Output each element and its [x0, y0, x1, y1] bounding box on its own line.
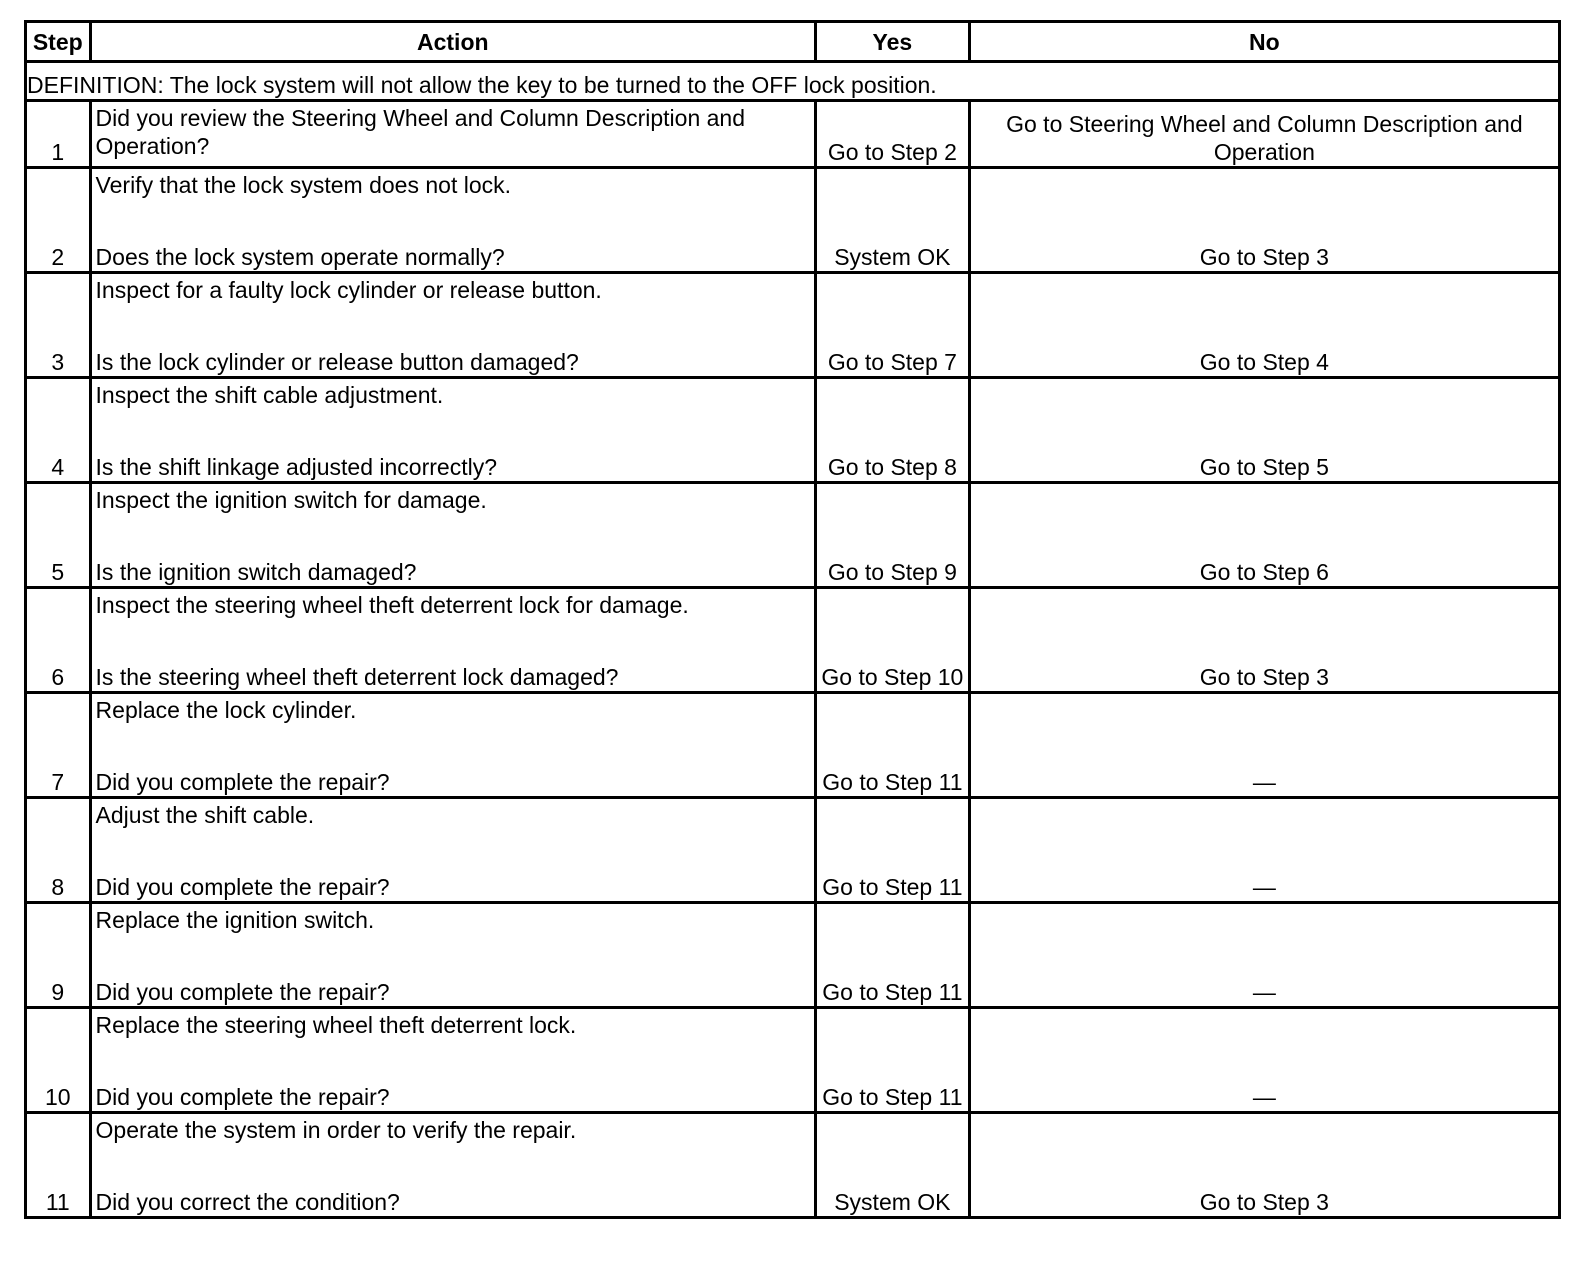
no-result: — [969, 903, 1559, 1008]
action-instruction: Operate the system in order to verify the repair. [95, 1117, 577, 1143]
yes-result: Go to Step 11 [816, 1008, 970, 1113]
action-instruction: Replace the steering wheel theft deterrent lock. [95, 1012, 577, 1038]
action-instruction: Inspect for a faulty lock cylinder or release button. [95, 277, 602, 303]
step-number: 7 [26, 693, 91, 798]
action-instruction: Replace the ignition switch. [95, 907, 375, 933]
definition-text: DEFINITION: The lock system will not allow the key to be turned to the OFF lock position. [26, 62, 1560, 101]
step-number: 6 [26, 588, 91, 693]
action-question: Did you complete the repair? [95, 1084, 390, 1110]
yes-result: Go to Step 11 [816, 903, 970, 1008]
table-row [26, 168, 1560, 273]
diagnostic-table [24, 20, 1561, 1219]
action-question: Is the steering wheel theft deterrent lock damaged? [95, 664, 619, 690]
action-question: Is the shift linkage adjusted incorrectly? [95, 454, 497, 480]
header-action: Action [90, 22, 815, 62]
action-question: Does the lock system operate normally? [95, 244, 505, 270]
yes-result: Go to Step 11 [816, 693, 970, 798]
table-row [26, 483, 1560, 588]
table-row [26, 798, 1560, 903]
no-result: Go to Step 3 [969, 588, 1559, 693]
no-result: Go to Step 3 [969, 168, 1559, 273]
action-cell [90, 168, 815, 273]
step-number: 2 [26, 168, 91, 273]
action-instruction: Inspect the shift cable adjustment. [95, 382, 444, 408]
table-row [26, 903, 1560, 1008]
action-cell [90, 903, 815, 1008]
table-row [26, 378, 1560, 483]
no-result: Go to Step 3 [969, 1113, 1559, 1218]
yes-result: Go to Step 11 [816, 798, 970, 903]
header-step: Step [26, 22, 91, 62]
no-result: — [969, 693, 1559, 798]
yes-result: System OK [816, 1113, 970, 1218]
action-cell [90, 798, 815, 903]
header-row [26, 22, 1560, 62]
table-row [26, 1008, 1560, 1113]
action-cell [90, 1113, 815, 1218]
action-instruction: Replace the lock cylinder. [95, 697, 357, 723]
step-number: 4 [26, 378, 91, 483]
definition-row [26, 62, 1560, 101]
no-result: — [969, 798, 1559, 903]
action-cell [90, 588, 815, 693]
no-result: Go to Step 5 [969, 378, 1559, 483]
action-question: Is the ignition switch damaged? [95, 559, 417, 585]
yes-result: Go to Step 9 [816, 483, 970, 588]
header-no: No [969, 22, 1559, 62]
step-number: 5 [26, 483, 91, 588]
yes-result: System OK [816, 168, 970, 273]
action-instruction: Inspect the steering wheel theft deterrent lock for damage. [95, 592, 689, 618]
action-instruction: Adjust the shift cable. [95, 802, 315, 828]
step-number: 11 [26, 1113, 91, 1218]
no-result: Go to Step 6 [969, 483, 1559, 588]
action-cell [90, 101, 815, 168]
step-number: 10 [26, 1008, 91, 1113]
action-cell [90, 1008, 815, 1113]
action-instruction: Inspect the ignition switch for damage. [95, 487, 487, 513]
yes-result: Go to Step 2 [816, 101, 970, 168]
action-question: Did you complete the repair? [95, 979, 390, 1005]
step-number: 8 [26, 798, 91, 903]
yes-result: Go to Step 7 [816, 273, 970, 378]
table-row [26, 588, 1560, 693]
header-yes: Yes [816, 22, 970, 62]
action-instruction: Verify that the lock system does not lock. [95, 172, 512, 198]
action-cell [90, 378, 815, 483]
no-result: — [969, 1008, 1559, 1113]
action-cell [90, 693, 815, 798]
table-row [26, 273, 1560, 378]
no-result: Go to Step 4 [969, 273, 1559, 378]
step-number: 1 [26, 101, 91, 168]
action-question: Did you complete the repair? [95, 874, 390, 900]
step-number: 9 [26, 903, 91, 1008]
table-row [26, 101, 1560, 168]
no-result: Go to Steering Wheel and Column Description and Operation [969, 101, 1559, 168]
table-row [26, 693, 1560, 798]
table-row [26, 1113, 1560, 1218]
action-question: Did you complete the repair? [95, 769, 390, 795]
action-instruction: Did you review the Steering Wheel and Column Description and Operation? [95, 105, 745, 159]
step-number: 3 [26, 273, 91, 378]
action-question: Is the lock cylinder or release button damaged? [95, 349, 579, 375]
yes-result: Go to Step 8 [816, 378, 970, 483]
action-cell [90, 483, 815, 588]
action-question: Did you correct the condition? [95, 1189, 400, 1215]
action-cell [90, 273, 815, 378]
yes-result: Go to Step 10 [816, 588, 970, 693]
